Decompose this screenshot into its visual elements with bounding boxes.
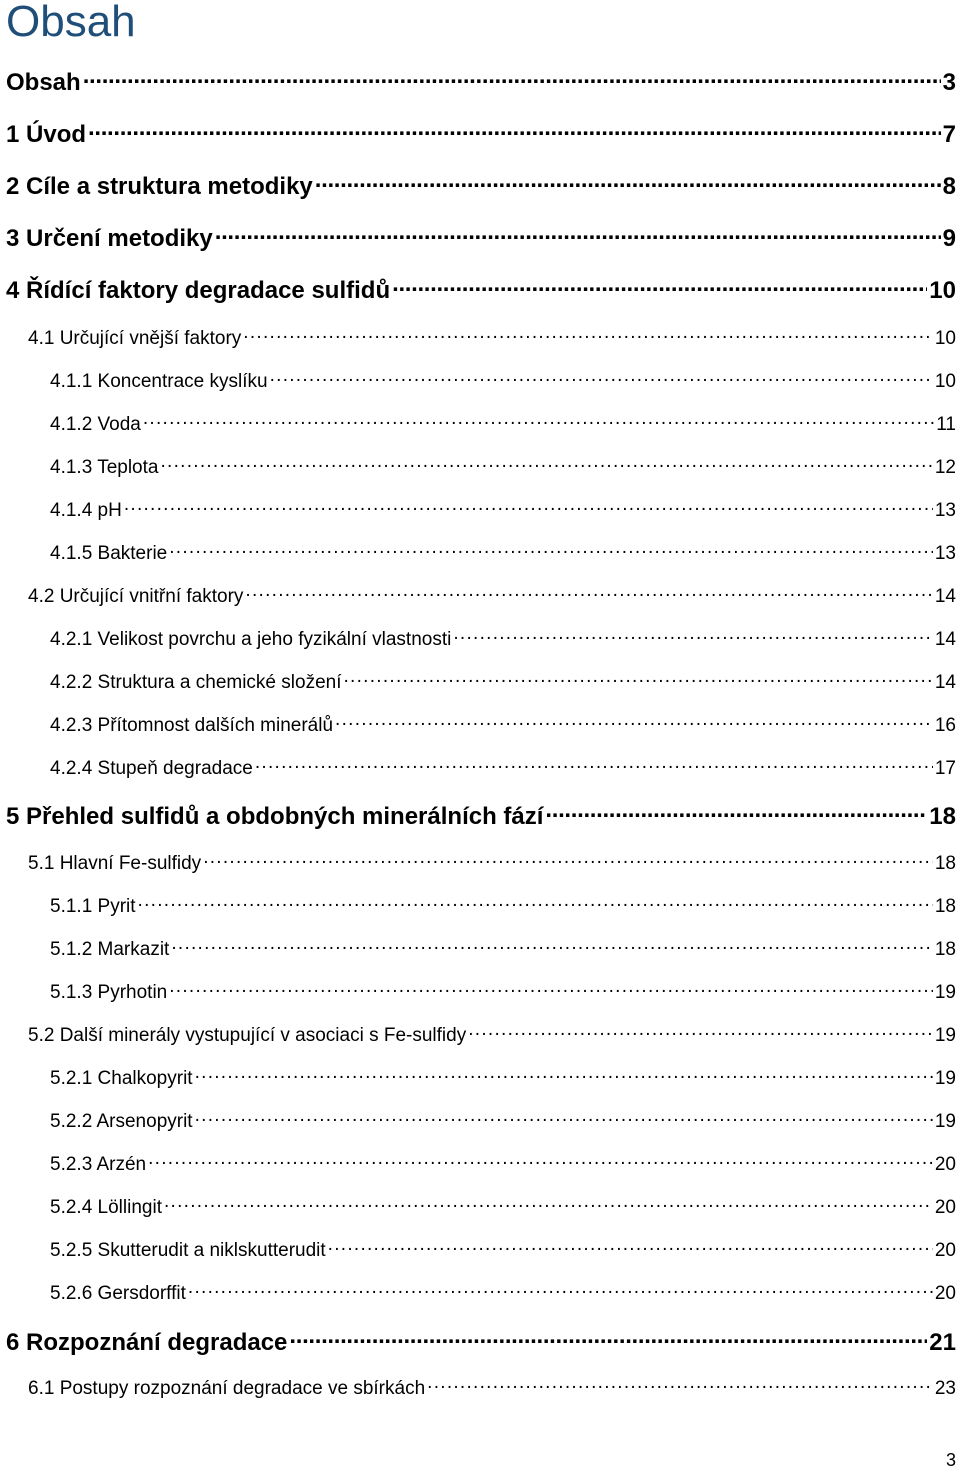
toc-entry-page: 21: [929, 1329, 956, 1356]
toc-entry[interactable]: [0, 936, 960, 961]
dot-leader: [243, 325, 933, 344]
toc-entry-page: 18: [929, 803, 956, 830]
toc-entry-page: 18: [934, 896, 956, 917]
toc-entry[interactable]: [0, 411, 960, 436]
toc-entry-label: 5.2.2 Arsenopyrit: [50, 1111, 193, 1132]
toc-entry[interactable]: [0, 540, 960, 565]
dot-leader: [468, 1022, 933, 1041]
dot-leader: [143, 411, 934, 430]
toc-entry[interactable]: [0, 1194, 960, 1219]
dot-leader: [148, 1151, 933, 1170]
page-title: Obsah: [6, 0, 136, 46]
dot-leader: [138, 893, 933, 912]
toc-entry[interactable]: [0, 850, 960, 875]
toc-entry[interactable]: [0, 222, 960, 253]
dot-leader: [203, 850, 933, 869]
toc-entry-label: 5 Přehled sulfidů a obdobných minerálních fází: [6, 803, 544, 830]
toc-entry-label: 5.1.1 Pyrit: [50, 896, 136, 917]
toc-entry-label: 5.2.5 Skutterudit a niklskutterudit: [50, 1240, 326, 1261]
toc-entry[interactable]: [0, 1065, 960, 1090]
dot-leader: [195, 1065, 933, 1084]
toc-entry-page: 19: [934, 1068, 956, 1089]
toc-entry[interactable]: [0, 1326, 960, 1357]
toc-entry-page: 18: [934, 939, 956, 960]
dot-leader: [215, 222, 941, 246]
toc-entry-page: 9: [942, 225, 956, 252]
toc-entry-page: 16: [934, 715, 956, 736]
toc-entry-label: Obsah: [6, 69, 81, 96]
dot-leader: [255, 755, 933, 774]
toc-entry[interactable]: [0, 274, 960, 305]
toc-entry-label: 4.2 Určující vnitřní faktory: [28, 586, 244, 607]
toc-entry[interactable]: [0, 1108, 960, 1133]
toc-entry-page: 20: [934, 1240, 956, 1261]
dot-leader: [289, 1326, 927, 1350]
toc-entry-label: 5.2.1 Chalkopyrit: [50, 1068, 193, 1089]
toc-entry-page: 3: [942, 69, 956, 96]
toc-entry-label: 4.2.3 Přítomnost dalších minerálů: [50, 715, 334, 736]
toc-entry-label: 5.2.4 Löllingit: [50, 1197, 162, 1218]
toc-entry[interactable]: [0, 800, 960, 831]
dot-leader: [270, 368, 933, 387]
dot-leader: [164, 1194, 933, 1213]
toc-entry-label: 4.1.4 pH: [50, 500, 122, 521]
dot-leader: [453, 626, 933, 645]
toc-entry-page: 23: [934, 1378, 956, 1399]
toc-entry-page: 13: [934, 543, 956, 564]
dot-leader: [335, 712, 933, 731]
toc-entry[interactable]: [0, 755, 960, 780]
dot-leader: [88, 118, 941, 142]
toc-entry-label: 4.1.5 Bakterie: [50, 543, 168, 564]
toc-entry[interactable]: [0, 325, 960, 350]
toc-entry-page: 8: [942, 173, 956, 200]
toc-entry-page: 20: [934, 1283, 956, 1304]
dot-leader: [545, 800, 927, 824]
toc-entry-label: 3 Určení metodiky: [6, 225, 213, 252]
toc-entry[interactable]: [0, 66, 960, 97]
dot-leader: [315, 170, 941, 194]
toc-entry[interactable]: [0, 1022, 960, 1047]
toc-entry[interactable]: [0, 669, 960, 694]
toc-entry[interactable]: [0, 1375, 960, 1400]
dot-leader: [328, 1237, 933, 1256]
toc-entry-page: 17: [934, 758, 956, 779]
toc-entry-page: 10: [934, 371, 956, 392]
toc-entry-label: 2 Cíle a struktura metodiky: [6, 173, 313, 200]
toc-entry-page: 13: [934, 500, 956, 521]
dot-leader: [171, 936, 933, 955]
toc-entry-label: 4.1 Určující vnější faktory: [28, 328, 242, 349]
toc-entry[interactable]: [0, 1237, 960, 1262]
toc-entry-page: 7: [942, 121, 956, 148]
toc-entry-page: 10: [934, 328, 956, 349]
toc-entry-page: 20: [934, 1197, 956, 1218]
dot-leader: [160, 454, 932, 473]
dot-leader: [169, 979, 933, 998]
toc-entry-page: 20: [934, 1154, 956, 1175]
toc-entry[interactable]: [0, 1151, 960, 1176]
toc-entry-label: 4.2.4 Stupeň degradace: [50, 758, 253, 779]
toc-entry-label: 4.1.1 Koncentrace kyslíku: [50, 371, 268, 392]
toc-entry-page: 19: [934, 1025, 956, 1046]
toc-entry-page: 11: [936, 414, 956, 435]
toc-entry-label: 5.1 Hlavní Fe-sulfidy: [28, 853, 202, 874]
toc-entry[interactable]: [0, 893, 960, 918]
dot-leader: [427, 1375, 933, 1394]
toc-entry[interactable]: [0, 979, 960, 1004]
toc-entry-page: 19: [934, 1111, 956, 1132]
toc-entry[interactable]: [0, 497, 960, 522]
dot-leader: [392, 274, 927, 298]
toc-entry[interactable]: [0, 1280, 960, 1305]
toc-entry[interactable]: [0, 626, 960, 651]
dot-leader: [83, 66, 941, 90]
toc-entry[interactable]: [0, 170, 960, 201]
toc-entry-label: 6.1 Postupy rozpoznání degradace ve sbírkách: [28, 1378, 426, 1399]
page-number: 3: [945, 1450, 956, 1470]
toc-entry-page: 14: [934, 672, 956, 693]
toc-entry-label: 6 Rozpoznání degradace: [6, 1329, 288, 1356]
toc-entry-label: 5.2.3 Arzén: [50, 1154, 147, 1175]
toc-entry-page: 10: [929, 277, 956, 304]
toc-entry-label: 4 Řídící faktory degradace sulfidů: [6, 277, 391, 304]
toc-entry-label: 5.1.3 Pyrhotin: [50, 982, 168, 1003]
toc-entry-label: 4.1.3 Teplota: [50, 457, 159, 478]
toc-entry-page: 19: [934, 982, 956, 1003]
dot-leader: [195, 1108, 933, 1127]
toc-entry-label: 5.2 Další minerály vystupující v asociaci s Fe-sulfidy: [28, 1025, 467, 1046]
toc-entry-page: 12: [934, 457, 956, 478]
toc-entry-label: 5.2.6 Gersdorffit: [50, 1283, 186, 1304]
toc-entry-label: 4.2.1 Velikost povrchu a jeho fyzikální vlastnosti: [50, 629, 452, 650]
toc-entry-label: 4.1.2 Voda: [50, 414, 141, 435]
toc-entry-label: 1 Úvod: [6, 121, 87, 148]
toc-entry[interactable]: [0, 583, 960, 608]
toc-entry-page: 18: [934, 853, 956, 874]
dot-leader: [245, 583, 932, 602]
dot-leader: [124, 497, 933, 516]
toc-entry-page: 14: [934, 629, 956, 650]
toc-entry[interactable]: [0, 454, 960, 479]
dot-leader: [188, 1280, 933, 1299]
toc-entry[interactable]: [0, 118, 960, 149]
toc-entry[interactable]: [0, 368, 960, 393]
dot-leader: [169, 540, 933, 559]
toc-entry[interactable]: [0, 712, 960, 737]
toc-entry-label: 4.2.2 Struktura a chemické složení: [50, 672, 342, 693]
toc-entry-label: 5.1.2 Markazit: [50, 939, 170, 960]
dot-leader: [343, 669, 932, 688]
toc-entry-page: 14: [934, 586, 956, 607]
